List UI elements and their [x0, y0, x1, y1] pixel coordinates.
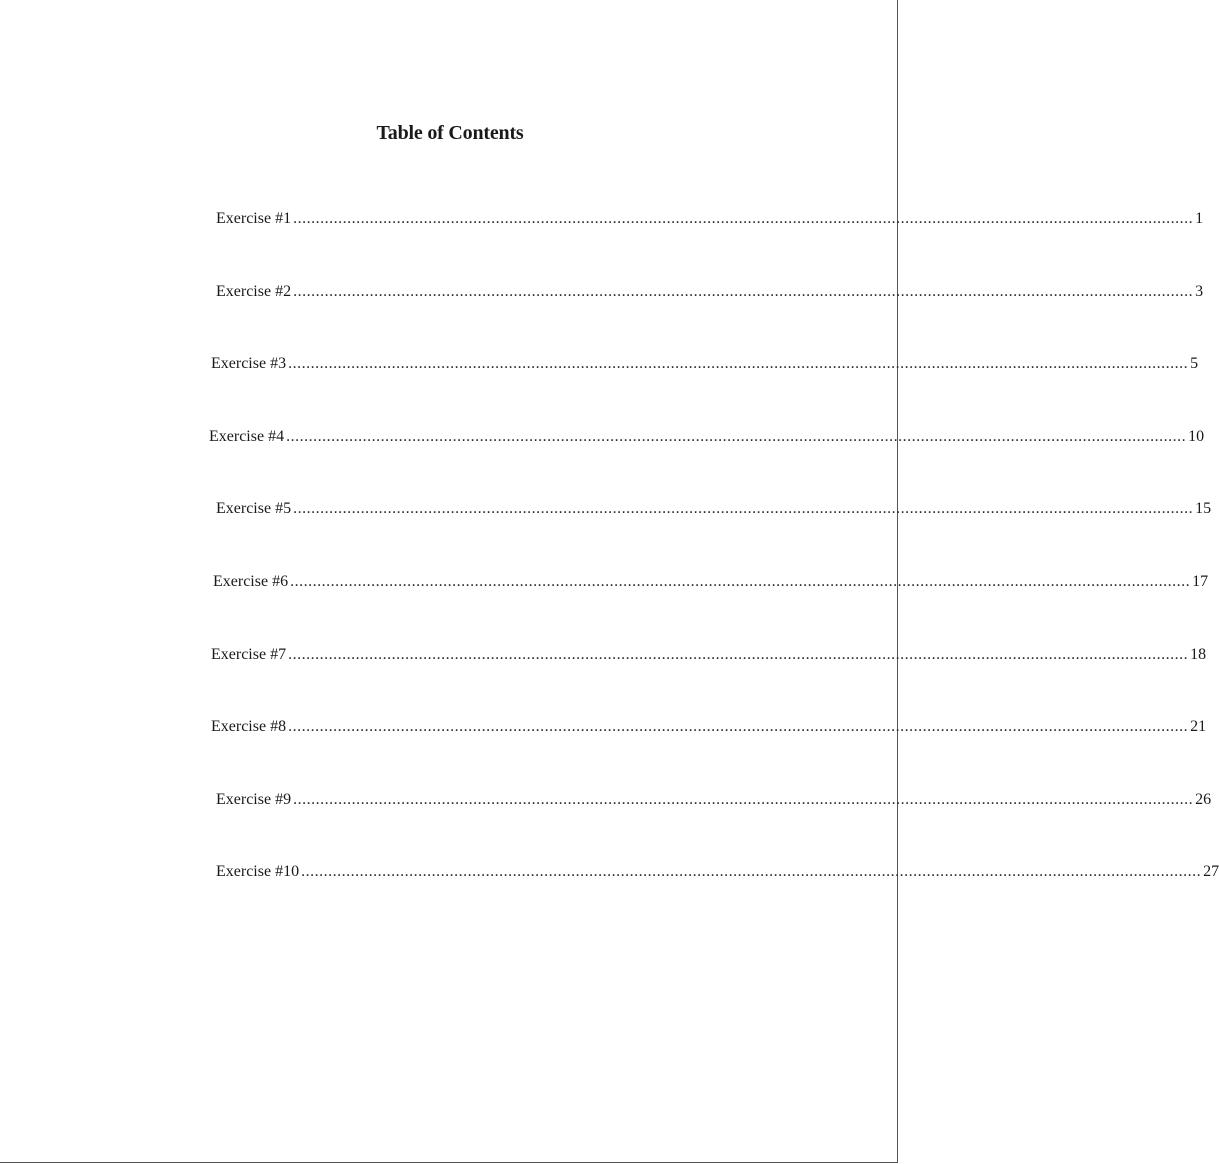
toc-leader-dots: ........................................................................................................................................................................................................	[288, 718, 1189, 736]
toc-leader-dots: ........................................................................................................................................................................................................	[290, 572, 1191, 590]
toc-leader-dots: ........................................................................................................................................................................................................	[293, 210, 1194, 227]
toc-entry-label: Exercise #5	[216, 500, 292, 518]
toc-entry-page: 27	[1203, 863, 1219, 881]
toc-title: Table of Contents	[376, 122, 524, 144]
toc-leader-dots: ........................................................................................................................................................................................................	[288, 355, 1189, 373]
toc-entry-label: Exercise #2	[216, 282, 292, 300]
toc-entry	[0, 496, 1212, 569]
toc-leader-dots: ........................................................................................................................................................................................................	[293, 790, 1194, 808]
toc-entry-page: 5	[1190, 355, 1199, 373]
toc-entry	[0, 787, 1212, 860]
toc-list	[0, 206, 1219, 932]
toc-entry-page: 3	[1195, 282, 1204, 300]
toc-entry-label: Exercise #3	[211, 355, 287, 373]
toc-entry	[0, 424, 1205, 497]
toc-leader-dots: ........................................................................................................................................................................................................	[293, 500, 1194, 518]
toc-entry	[0, 859, 1219, 932]
toc-entry-label: Exercise #1	[216, 210, 292, 227]
toc-entry	[0, 206, 1204, 279]
toc-entry-page: 10	[1188, 427, 1205, 445]
toc-entry	[0, 569, 1209, 642]
toc-entry-label: Exercise #9	[216, 790, 292, 808]
toc-leader-dots: ........................................................................................................................................................................................................	[301, 863, 1202, 881]
toc-entry-page: 26	[1195, 790, 1212, 808]
toc-leader-dots: ........................................................................................................................................................................................................	[286, 427, 1187, 445]
toc-entry-label: Exercise #10	[216, 863, 300, 881]
toc-entry-label: Exercise #8	[211, 718, 287, 736]
toc-entry-page: 1	[1195, 210, 1204, 227]
toc-entry	[0, 351, 1199, 424]
toc-entry-page: 17	[1192, 572, 1209, 590]
toc-leader-dots: ........................................................................................................................................................................................................	[288, 645, 1189, 663]
toc-leader-dots: ........................................................................................................................................................................................................	[293, 282, 1194, 300]
toc-entry-page: 18	[1190, 645, 1207, 663]
toc-entry	[0, 279, 1204, 352]
toc-entry-label: Exercise #7	[211, 645, 287, 663]
toc-entry	[0, 714, 1207, 787]
toc-entry-page: 21	[1190, 718, 1207, 736]
toc-entry-label: Exercise #6	[213, 572, 289, 590]
toc-entry-label: Exercise #4	[209, 427, 285, 445]
toc-entry	[0, 642, 1207, 715]
toc-entry-page: 15	[1195, 500, 1212, 518]
